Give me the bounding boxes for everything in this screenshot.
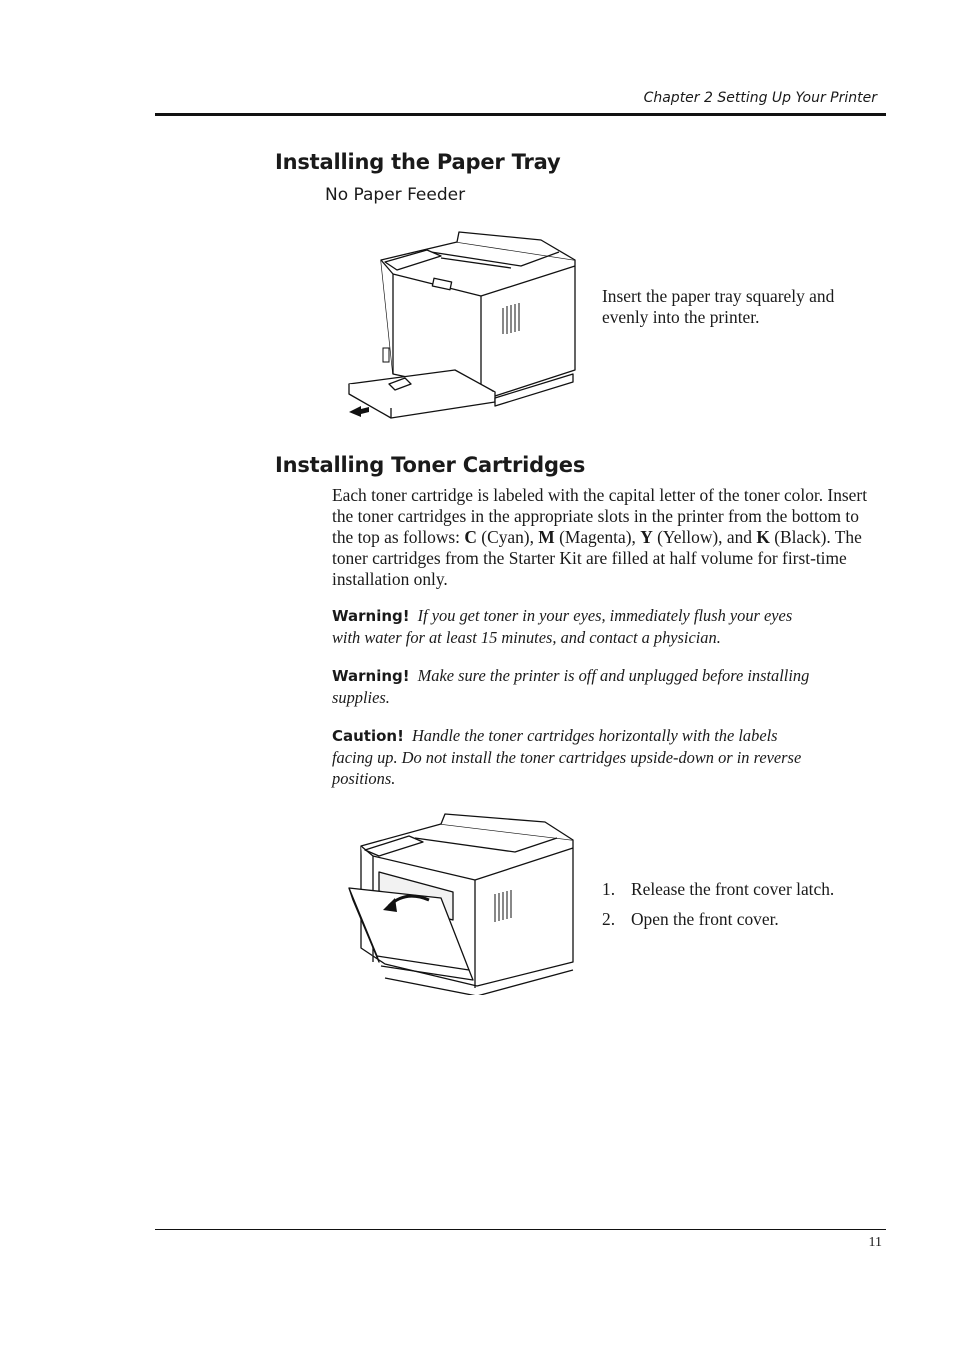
letter-c: C	[464, 527, 477, 547]
step-number: 1.	[602, 879, 616, 899]
yellow-text: (Yellow), and	[657, 527, 752, 547]
letter-k: K	[756, 527, 770, 547]
letter-m: M	[538, 527, 555, 547]
letter-y: Y	[640, 527, 653, 547]
step-text: Open the front cover.	[631, 909, 779, 929]
running-header: Chapter 2 Setting Up Your Printer	[643, 90, 877, 106]
section-heading-paper-tray: Installing the Paper Tray	[275, 150, 561, 174]
front-cover-steps	[602, 879, 882, 939]
warning-note-eyes	[332, 605, 822, 648]
printer-front-cover-illustration	[345, 810, 580, 995]
list-item	[602, 909, 882, 939]
printer-paper-tray-illustration	[345, 222, 585, 420]
subheading-no-paper-feeder: No Paper Feeder	[325, 185, 466, 205]
footer-rule	[155, 1229, 886, 1230]
caution-note-handling	[332, 725, 822, 789]
cyan-text: (Cyan),	[481, 527, 534, 547]
page-number: 11	[868, 1235, 882, 1250]
list-item	[602, 879, 882, 909]
step-number: 2.	[602, 909, 616, 929]
caution-label: Caution!	[332, 727, 404, 745]
toner-intro-text: Each toner cartridge is labeled with the capital letter of the toner color. Insert the toner cartridges in the appropriate slots in the printer from the bottom to the top as follows:	[332, 485, 868, 547]
warning-label: Warning!	[332, 607, 410, 625]
magenta-text: (Magenta),	[559, 527, 636, 547]
warning-note-unplug	[332, 665, 822, 708]
toner-outro-text: (Black). The toner cartridges from the Starter Kit are filled at half volume for first-time installation only.	[332, 527, 862, 589]
warning-text: Make sure the printer is off and unplugged before installing supplies.	[332, 666, 810, 707]
section-heading-toner: Installing Toner Cartridges	[275, 453, 586, 477]
header-rule	[155, 113, 886, 116]
step-text: Release the front cover latch.	[631, 879, 835, 899]
warning-label: Warning!	[332, 667, 410, 685]
toner-paragraph	[332, 485, 880, 590]
paper-tray-caption: Insert the paper tray squarely and evenly into the printer.	[602, 286, 835, 327]
warning-text: If you get toner in your eyes, immediately flush your eyes with water for at least 15 minutes, and contact a physician.	[332, 606, 793, 647]
caution-text: Handle the toner cartridges horizontally with the labels facing up. Do not install the toner cartridges upside-down or in reverse positions.	[332, 726, 802, 788]
